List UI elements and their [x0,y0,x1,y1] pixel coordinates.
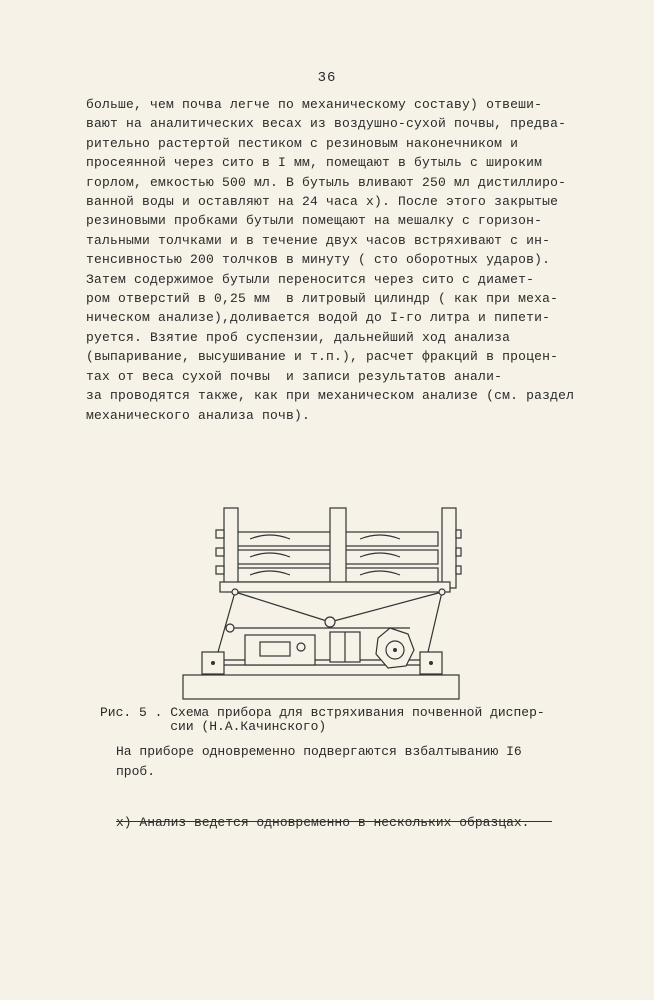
body-text [86,95,586,425]
note-line: проб. [116,764,156,779]
body-line: рительно растертой пестиком с резиновым наконечником и [86,135,519,151]
figure-caption [100,706,580,734]
caption-line: сии (Н.А.Качинского) [100,719,327,734]
left-post [224,508,238,588]
center-post [330,508,346,588]
body-line: руется. Взятие проб суспензии, дальнейший ход анализа [86,329,511,345]
page-number: 36 [317,70,337,86]
footnote-rule [116,821,552,822]
body-line: горлом, емкостью 500 мл. В бутыль вливают 250 мл дистиллиро- [86,174,567,190]
body-line: (выпаривание, высушивание и т.п.), расчет фракций в процен- [86,349,559,365]
note-line: На приборе одновременно подвергаются взбалтыванию I6 [116,744,522,759]
body-line: механического анализа почв). [86,407,311,423]
body-line: ром отверстий в 0,25 мм в литровый цилиндр ( как при меха- [86,291,559,307]
body-line: Затем содержимое бутыли переносится через сито с диамет- [86,271,535,287]
carriage-beam [220,582,450,592]
caption-line: Рис. 5 . Схема прибора для встряхивания почвенной диспер- [100,705,545,720]
shaker-apparatus-figure [180,500,462,705]
body-line: резиновыми пробками бутыли помещают на мешалку с горизон- [86,213,543,229]
footnote: x) Анализ ведется одновременно в нескольких образцах. [116,815,530,830]
body-line: тальными толчками и в течение двух часов встряхивают с ин- [86,232,551,248]
body-line: ванной воды и оставляют на 24 часа x). После этого закрытые [86,194,559,210]
body-line: за проводятся также, как при механическом анализе (см. раздел [86,388,575,404]
body-line: тенсивностью 200 толчков в минуту ( сто оборотных ударов). [86,252,551,268]
figure-note [116,742,586,782]
body-line: вают на аналитических весах из воздушно-сухой почвы, предва- [86,116,567,132]
right-post [442,508,456,588]
body-line: тах от веса сухой почвы и записи результатов анали- [86,368,503,384]
body-line: просеянной через сито в I мм, помещают в бутыль с широким [86,155,543,171]
body-line: больше, чем почва легче по механическому составу) отвеши- [86,97,543,112]
base-plate [183,675,459,699]
body-line: ническом анализе),доливается водой до I-го литра и пипети- [86,310,551,326]
